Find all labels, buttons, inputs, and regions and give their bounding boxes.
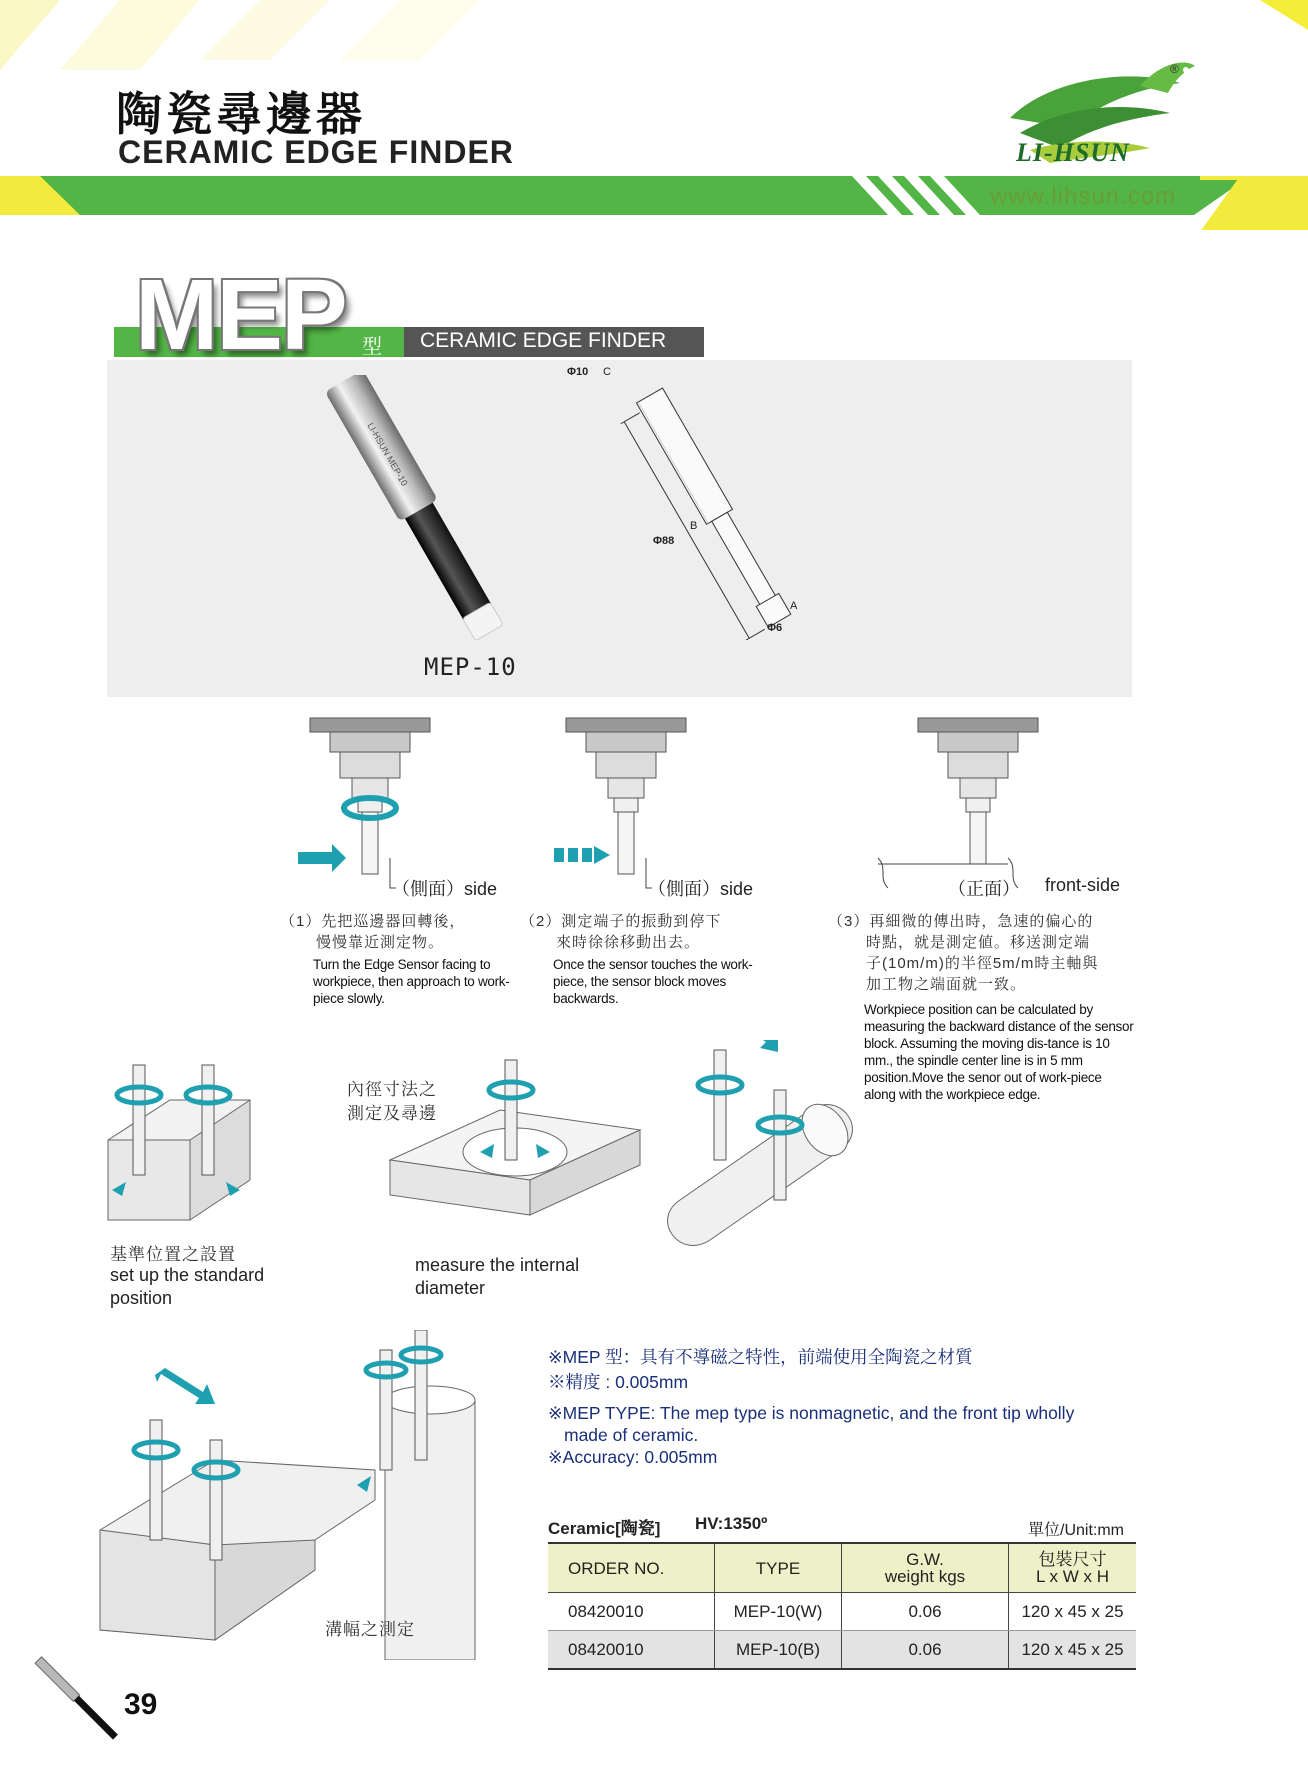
table-hardness: HV:1350º [695,1514,768,1533]
page-title-en: CERAMIC EDGE FINDER [118,134,514,170]
cell-weight: 0.06 [842,1593,1009,1631]
col-weight-line1: G.W. [906,1550,944,1569]
note-cn-2: ※精度 : 0.005mm [548,1372,689,1392]
standard-position-figure [108,1065,250,1220]
col-package-line1: 包裝尺寸 [1038,1550,1107,1569]
cell-type: MEP-10(B) [715,1631,842,1670]
cell-order-no: 08420010 [548,1593,715,1631]
step3-side-label-cn: （正面） [948,879,1020,899]
step2-side-label: （側面）side [648,879,754,899]
step-illustrations [270,708,1150,898]
step3-en: Workpiece position can be calculated by measuring the backward distance of the sensor block. Assuming the moving dis-tance is 10 mm., the spindle center line is in 5 mm position.Move the senor out of work-piece along with the workpiece edge. [864,1002,1134,1102]
page-title-cn: 陶瓷尋邊器 [116,88,366,140]
table-material: Ceramic[陶瓷] [548,1519,661,1538]
internal-caption-cn-2: 測定及尋邊 [347,1104,437,1123]
footer-tool-icon [34,1655,124,1745]
step2-cn-line1: （2）測定端子的振動到停下 [520,913,722,930]
internal-caption-cn-1: 內徑寸法之 [347,1080,437,1099]
dim-b: B [690,520,698,532]
cell-package: 120 x 45 x 25 [1009,1631,1137,1670]
step3-cn-line3: 子(10m/m)的半徑5m/m時主軸與 [866,955,1099,972]
standard-caption-en-2: position [110,1288,173,1308]
note-en-2: made of ceramic. [564,1425,699,1445]
step1-cn-line2: 慢慢靠近測定物。 [316,934,445,951]
col-order-no: ORDER NO. [548,1543,715,1593]
dim-d88: Φ88 [653,535,675,547]
step2-cn-line2: 來時徐徐移動出去。 [556,934,701,951]
cell-order-no: 08420010 [548,1631,715,1670]
dim-a: A [790,600,798,612]
website-link[interactable]: www.lihsun.com [990,183,1177,210]
internal-caption-en-2: diameter [415,1278,486,1298]
standard-caption-cn: 基準位置之設置 [110,1245,236,1264]
step1-cn-line1: （1）先把巡邊器回轉後， [280,913,466,930]
note-en-1: ※MEP TYPE: The mep type is nonmagnetic, and the front tip wholly [548,1403,1075,1423]
step3-cn-line1: （3）再細微的傳出時，急速的偏心的 [828,913,1094,930]
table-row [548,1631,1136,1670]
col-type: TYPE [715,1543,842,1593]
groove-figure [95,1330,495,1660]
series-type-label: CERAMIC EDGE FINDER [420,329,667,352]
product-photo [290,375,570,645]
standard-caption-en-1: set up the standard [110,1265,265,1285]
cell-package: 120 x 45 x 25 [1009,1593,1137,1631]
spindle-3 [878,718,1038,888]
series-type-char: 型 [362,336,382,358]
step3-side-label-en: front-side [1045,875,1121,895]
spec-table [548,1542,1136,1670]
svg-text:LI-HSUN MEP-10: LI-HSUN MEP-10 [365,421,410,488]
cell-weight: 0.06 [842,1631,1009,1670]
col-weight [842,1543,1009,1593]
brand-name: LI-HSUN [1016,138,1130,167]
registered-mark: ® [1170,62,1179,76]
step3-cn-line2: 時點，就是測定値。移送測定端 [866,934,1091,951]
groove-caption-cn: 溝幅之測定 [325,1620,415,1639]
step3-cn-line4: 加工物之端面就一致。 [866,976,1027,993]
col-weight-line2: weight kgs [884,1567,966,1586]
series-title: MEP [135,259,346,371]
step2-en: Once the sensor touches the work-piece, the sensor block moves backwards. [553,957,753,1006]
usage-figures [90,1040,890,1340]
note-en-3: ※Accuracy: 0.005mm [548,1447,718,1467]
dimension-drawing [590,370,870,640]
spindle-2 [554,718,686,888]
spindle-1 [298,718,430,888]
page-number: 39 [124,1688,158,1721]
internal-caption-en-1: measure the internal [415,1255,580,1275]
table-row [548,1593,1136,1631]
dim-d6: Φ6 [767,622,783,634]
note-cn-1: ※MEP 型：具有不導磁之特性，前端使用全陶瓷之材質 [548,1347,973,1367]
col-package-line2: L x W x H [1035,1567,1110,1586]
step1-en: Turn the Edge Sensor facing to workpiece, then approach to work-piece slowly. [313,957,510,1006]
table-unit: 單位/Unit:mm [1028,1522,1125,1539]
col-package [1009,1543,1137,1593]
cell-type: MEP-10(W) [715,1593,842,1631]
dim-d10: Φ10 [567,366,589,378]
dim-c: C [603,366,611,378]
cylinder-figure [668,1040,858,1245]
step1-side-label: （側面）side [392,879,498,899]
model-label: MEP-10 [424,653,517,681]
